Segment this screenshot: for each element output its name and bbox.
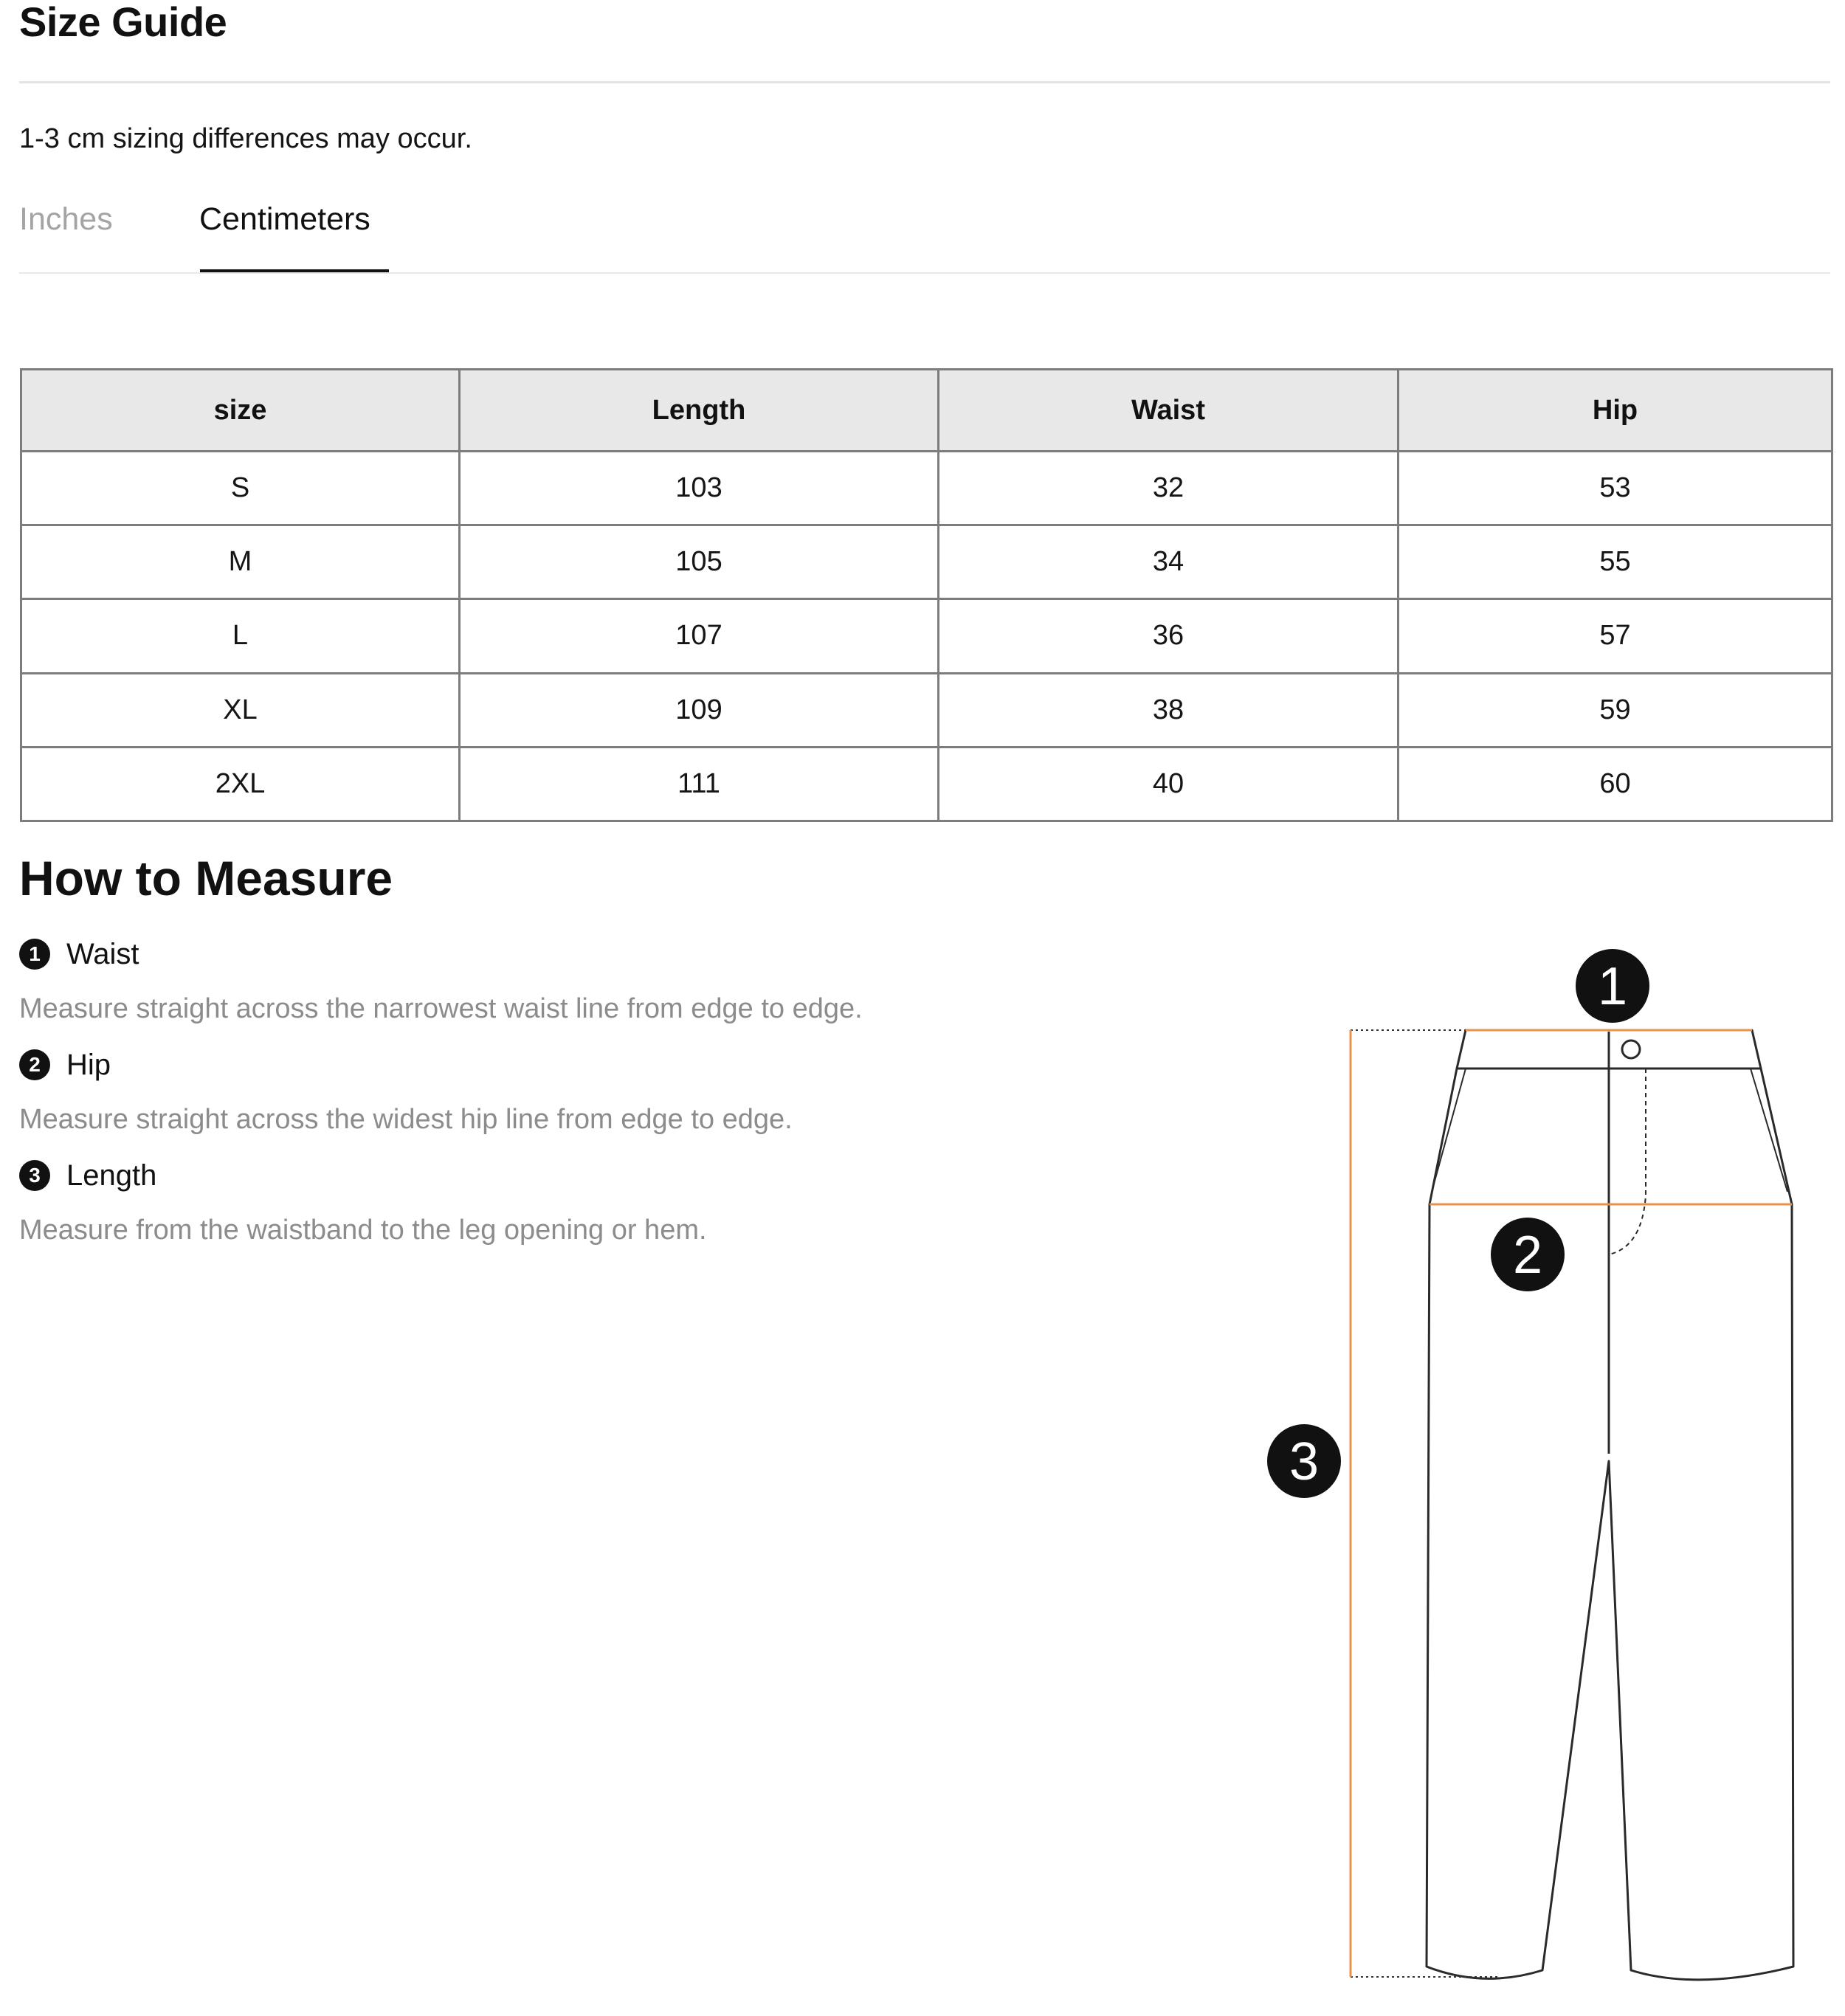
cell-length: 105	[460, 525, 939, 599]
table-row	[21, 452, 1832, 525]
cell-size: L	[21, 599, 460, 673]
measure-label: Length	[66, 1159, 157, 1192]
cell-length: 107	[460, 599, 939, 673]
header-length: Length	[460, 370, 939, 452]
cell-hip: 53	[1399, 452, 1832, 525]
measure-description: Measure straight across the narrowest waist line from edge to edge.	[19, 993, 863, 1024]
marker-1-icon	[1576, 949, 1649, 1023]
title-divider	[19, 81, 1830, 83]
cell-size: M	[21, 525, 460, 599]
pants-outline-icon	[1427, 1030, 1793, 1980]
measure-item-hip	[19, 1046, 793, 1136]
cell-hip: 60	[1399, 747, 1832, 821]
cell-waist: 32	[939, 452, 1399, 525]
header-waist: Waist	[939, 370, 1399, 452]
sizing-note: 1-3 cm sizing differences may occur.	[19, 123, 472, 154]
cell-hip: 57	[1399, 599, 1832, 673]
cell-waist: 38	[939, 673, 1399, 747]
cell-length: 109	[460, 673, 939, 747]
measure-description: Measure from the waistband to the leg opening or hem.	[19, 1215, 707, 1246]
cell-hip: 55	[1399, 525, 1832, 599]
cell-waist: 34	[939, 525, 1399, 599]
table-row	[21, 599, 1832, 673]
marker-2-icon	[1491, 1218, 1565, 1291]
cell-waist: 36	[939, 599, 1399, 673]
number-2-icon: 2	[19, 1049, 50, 1080]
tab-inches[interactable]: Inches	[19, 201, 113, 237]
how-to-measure-title: How to Measure	[19, 851, 393, 905]
measure-description: Measure straight across the widest hip line from edge to edge.	[19, 1104, 793, 1135]
table-row	[21, 673, 1832, 747]
measure-item-waist	[19, 936, 863, 1026]
measure-item-length	[19, 1157, 707, 1247]
marker-3-icon	[1267, 1424, 1341, 1498]
cell-length: 103	[460, 452, 939, 525]
header-hip: Hip	[1399, 370, 1832, 452]
tabs-divider	[19, 272, 1830, 274]
number-3-icon: 3	[19, 1160, 50, 1191]
cell-length: 111	[460, 747, 939, 821]
page-title: Size Guide	[19, 0, 227, 45]
measure-label: Waist	[66, 937, 139, 970]
cell-size: 2XL	[21, 747, 460, 821]
cell-waist: 40	[939, 747, 1399, 821]
measure-label: Hip	[66, 1048, 111, 1081]
table-header-row	[21, 370, 1832, 452]
number-1-icon: 1	[19, 939, 50, 970]
cell-size: XL	[21, 673, 460, 747]
svg-text:3: 3	[1289, 1432, 1320, 1491]
cell-hip: 59	[1399, 673, 1832, 747]
svg-text:1: 1	[1597, 957, 1628, 1016]
tab-centimeters[interactable]: Centimeters	[199, 201, 370, 237]
cell-size: S	[21, 452, 460, 525]
svg-text:2: 2	[1512, 1226, 1543, 1285]
unit-tabs	[19, 196, 1830, 274]
table-row	[21, 747, 1832, 821]
table-row	[21, 525, 1832, 599]
header-size: size	[21, 370, 460, 452]
pants-diagram	[1255, 937, 1815, 2000]
size-table	[20, 368, 1833, 822]
